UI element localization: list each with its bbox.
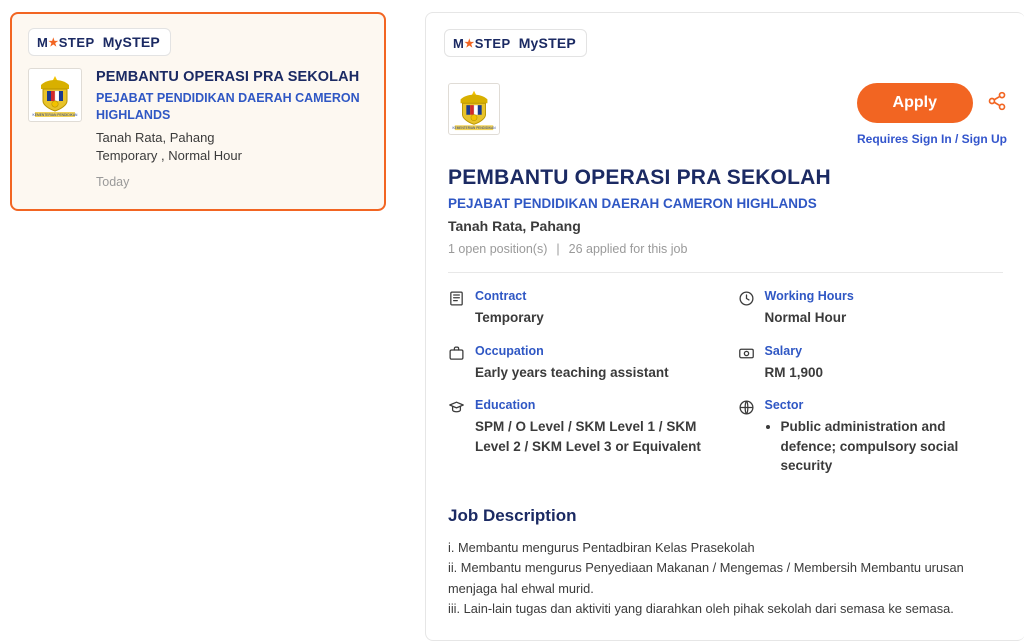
- stats-separator: |: [556, 242, 560, 256]
- page-title: PEMBANTU OPERASI PRA SEKOLAH: [448, 166, 831, 189]
- fact-label-contract: Contract: [475, 289, 527, 303]
- detail-divider: [448, 272, 1003, 273]
- mystep-brand-chip-detail: [444, 29, 587, 57]
- open-positions-count: 1 open position(s): [448, 242, 548, 256]
- clock-icon: [738, 290, 756, 312]
- card-body: [12, 66, 384, 209]
- fact-salary: [738, 344, 1004, 383]
- card-organisation: PEJABAT PENDIDIKAN DAERAH CAMERON HIGHLANDS: [96, 91, 360, 122]
- contract-icon: [448, 290, 466, 312]
- fact-contract: [448, 289, 714, 328]
- description-line-2: ii. Membantu mengurus Penyediaan Makanan / Mengemas / Membersih Membantu urusan menjaga hal ehwal murid.: [448, 560, 964, 596]
- card-job-title: PEMBANTU OPERASI PRA SEKOLAH: [96, 69, 360, 85]
- fact-value-education: SPM / O Level / SKM Level 1 / SKM Level 2 / SKM Level 3 or Equivalent: [475, 419, 701, 454]
- fact-education: [448, 398, 714, 476]
- apply-row: [857, 83, 1007, 123]
- detail-header: [444, 83, 1007, 146]
- money-icon: [738, 345, 756, 367]
- applied-count: 26 applied for this job: [568, 242, 688, 256]
- mystep-logo-icon-detail: [453, 36, 511, 51]
- detail-brand-bar: [444, 29, 1007, 57]
- fact-label-education: Education: [475, 398, 536, 413]
- job-detail-panel: [425, 12, 1024, 641]
- svg-text:KEMENTERIAN PENDIDIKAN: KEMENTERIAN PENDIDIKAN: [452, 126, 496, 131]
- globe-icon: [738, 399, 756, 421]
- fact-value-occupation: Early years teaching assistant: [475, 364, 669, 380]
- fact-working-hours: [738, 289, 1004, 328]
- fact-label-working-hours: Working Hours: [764, 289, 854, 303]
- mystep-logo-icon: [37, 35, 95, 50]
- card-posted-date: Today: [96, 174, 130, 189]
- job-facts-grid: [444, 289, 1007, 476]
- detail-organisation: PEJABAT PENDIDIKAN DAERAH CAMERON HIGHLANDS: [448, 196, 817, 211]
- apply-button[interactable]: Apply: [857, 83, 973, 123]
- logo-text-pre-detail: M: [453, 35, 465, 51]
- detail-stats: [448, 242, 1007, 256]
- fact-value-sector: • Public administration and defence; compulsory social security: [781, 417, 1004, 476]
- fact-value-salary: RM 1,900: [764, 364, 824, 380]
- fact-occupation: [448, 344, 714, 383]
- job-result-card[interactable]: [10, 12, 386, 211]
- apply-section: [857, 83, 1007, 146]
- graduation-icon: [448, 399, 466, 421]
- logo-text-post-detail: STEP: [474, 35, 511, 51]
- mystep-brand-chip: [28, 28, 171, 56]
- card-brand-bar: [12, 14, 384, 66]
- fact-label-sector: Sector: [764, 398, 804, 413]
- fact-value-contract: Temporary: [475, 310, 544, 325]
- description-line-3: iii. Lain-lain tugas dan aktiviti yang diarahkan oleh pihak sekolah dari semasa ke semasa.: [448, 601, 954, 617]
- fact-value-sector-wrap: [765, 417, 1004, 476]
- brand-name-label: MySTEP: [102, 34, 160, 50]
- svg-text:KEMENTERIAN PENDIDIKAN: KEMENTERIAN PENDIDIKAN: [32, 113, 78, 117]
- jata-negara-logo-icon: [28, 68, 82, 122]
- logo-text-pre: M: [37, 34, 49, 50]
- logo-star-icon-detail: ★: [464, 37, 475, 50]
- fact-sector: [738, 398, 1004, 476]
- brand-name-label-detail: MySTEP: [518, 35, 576, 51]
- card-job-type: Temporary , Normal Hour: [96, 147, 242, 163]
- detail-location: Tanah Rata, Pahang: [448, 218, 581, 234]
- job-description-heading: Job Description: [448, 505, 577, 525]
- card-text-block: [96, 68, 368, 189]
- fact-value-working-hours: Normal Hour: [764, 310, 847, 325]
- fact-label-occupation: Occupation: [475, 343, 544, 358]
- fact-label-salary: Salary: [764, 343, 803, 358]
- logo-star-icon: ★: [48, 36, 59, 49]
- briefcase-icon: [448, 345, 466, 367]
- share-icon[interactable]: [987, 91, 1007, 116]
- job-description-body: [448, 538, 1003, 620]
- card-location: Tanah Rata, Pahang: [96, 129, 215, 145]
- description-line-1: i. Membantu mengurus Pentadbiran Kelas Prasekolah: [448, 539, 755, 555]
- logo-text-post: STEP: [58, 34, 95, 50]
- jata-negara-logo-icon-detail: [448, 83, 500, 135]
- requires-signin-link[interactable]: Requires Sign In / Sign Up: [856, 132, 1007, 146]
